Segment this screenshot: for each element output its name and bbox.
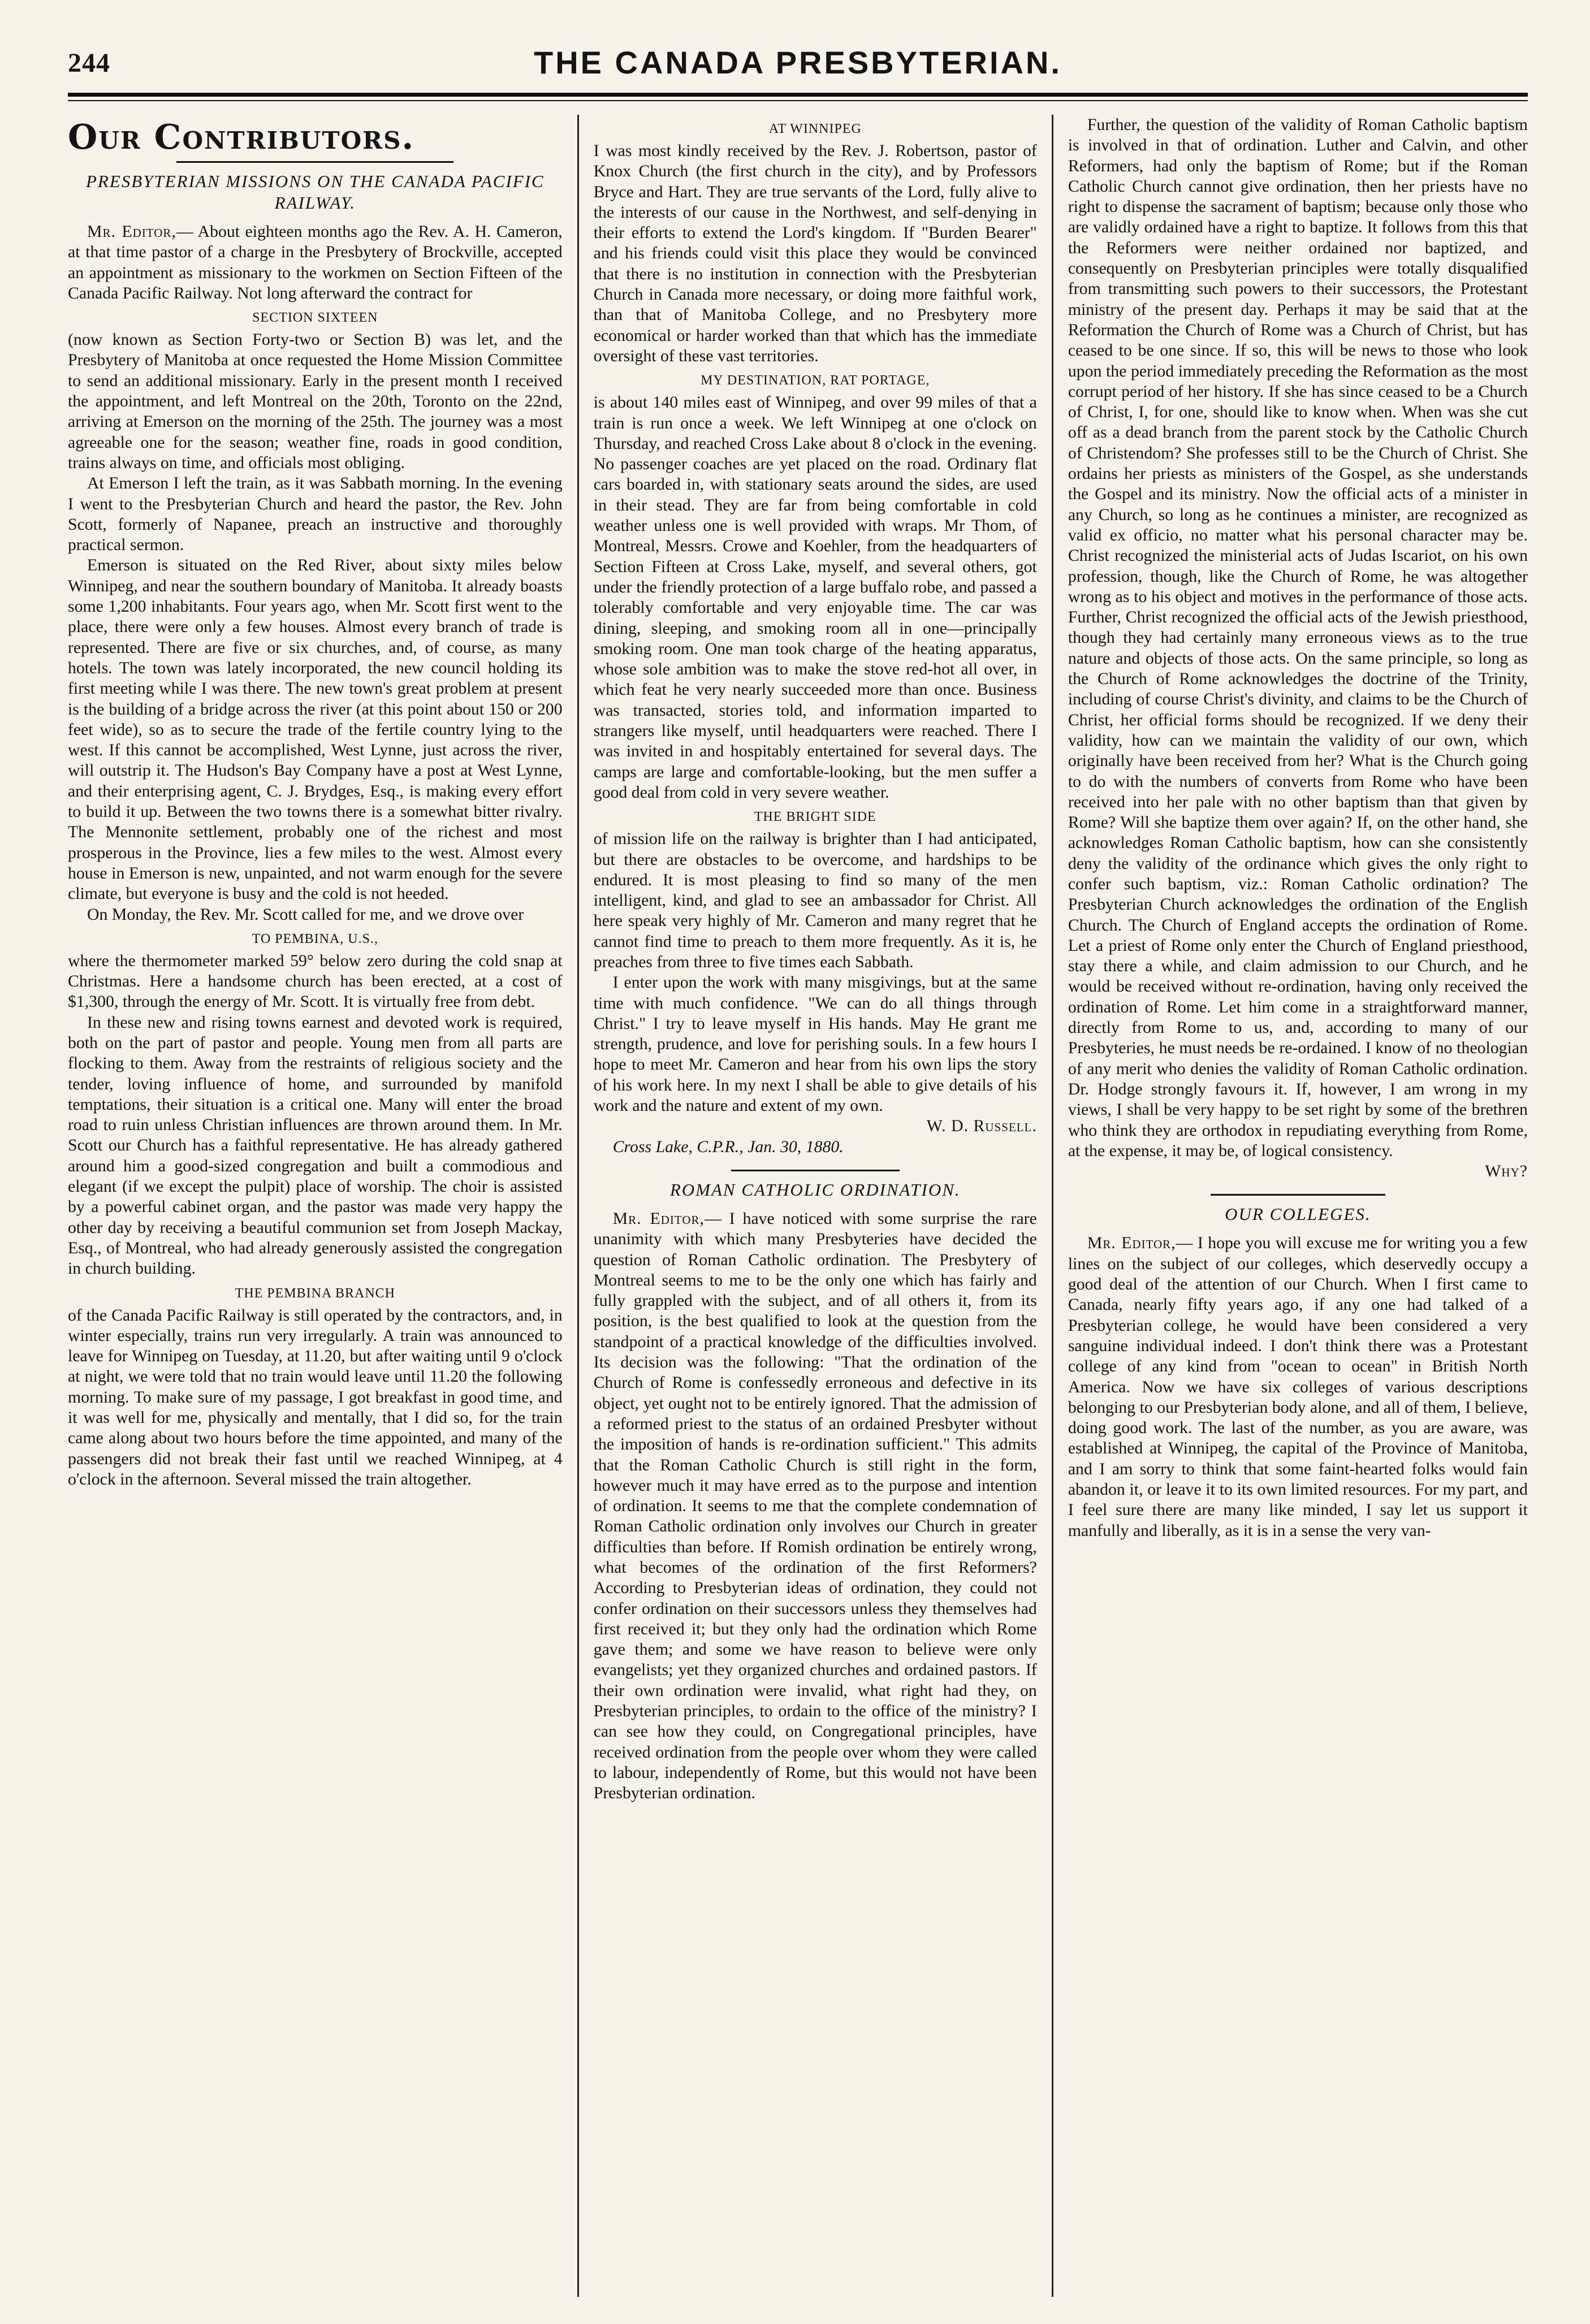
ordination-paragraph-1 [594, 1209, 1037, 1804]
missions-salutation: Mr. Editor, [87, 222, 176, 241]
colleges-paragraph-1 [1068, 1233, 1528, 1540]
missions-paragraph-6: where the thermometer marked 59° below zero during the cold snap at Christmas. Here a handsome church has been erected, at a cost of $1,300, through the energy of Mr. Scott. It is virtually free from debt. [68, 951, 563, 1011]
subhead-my-destination: MY DESTINATION, RAT PORTAGE, [701, 373, 930, 388]
subhead-at-winnipeg: AT WINNIPEG [768, 122, 862, 136]
missions-paragraph-9: I was most kindly received by the Rev. J. Robertson, pastor of Knox Church (the first church in the city), and by Professors Bryce and Hart. They are true servants of the Lord, fully alive to the interests of our cause in the Northwest, and self-denying in their efforts to extend the Lord's kingdom. If "Burden Bearer" and his friends could visit this place they would be convinced that there is no institution in connection with the Presbyterian Church in Canada more necessary, or doing more faithful work, than that of Manitoba College, and no Presbytery more economical or harder worked than that which has the immediate oversight of these vast territories. [593, 141, 1037, 365]
subhead-pembina-branch: THE PEMBINA BRANCH [235, 1286, 396, 1301]
colleges-salutation: Mr. Editor, [1087, 1234, 1176, 1253]
ordination-signature-line [1068, 1161, 1528, 1182]
colleges-paragraph-1-text: — I hope you will excuse me for writing you a few lines on the subject of our colleges, which deservedly occupy a good deal of the attention of our Church. When I first came to Canada, nearly fifty years ago, if any one had talked of a Presbyterian college, he would have been considered a very sanguine individual indeed. I don't think there was a Protestant college of any kind from "ocean to ocean" in British North America. Now we have six colleges of various descriptions belonging to our Presbyterian body alone, and all of them, I believe, doing good work. The last of the number, as you are aware, was established at Winnipeg, the capital of the Province of Manitoba, and I am sorry to think that some faint-hearted folks would fain abandon it, or leave it to its own limited resources. For my part, and I feel sure there are many like minded, I say let us support it manfully and liberally, as it is in a sense the very van- [1068, 1234, 1528, 1540]
missions-signature: W. D. Russell. [926, 1116, 1037, 1136]
page-number: 244 [68, 48, 110, 78]
section-banner: Our Contributors. [68, 118, 415, 157]
missions-paragraph-10: is about 140 miles east of Winnipeg, and over 99 miles of that a train is run once a week. We left Winnipeg at one o'clock on Thursday, and reached Cross Lake about 8 o'clock in the evening. No passenger coaches are yet placed on the road. Ordinary flat cars boarded in, with stationary seats around the sides, are used in their stead. They are far from being comfortable in cold weather unless one is well provided with wraps. Mr Thom, of Montreal, Messrs. Crowe and Koehler, from the headquarters of Section Fifteen at Cross Lake, myself, and several others, got under the friendly protection of a large buffalo robe, and passed a tolerably comfortable and very enjoyable time. The car was dining, sleeping, and smoking room all in one—principally smoking room. One man took charge of the heating apparatus, whose sole ambition was to make the stove red-hot all over, in which feat he very nearly succeeded more than once. Business was transacted, stories told, and information imparted to strangers like myself, until headquarters were reached. There I was invited in and hospitably entertained for several days. The camps are large and comfortable-looking, but the men suffer a good deal from cold in very severe weather. [593, 393, 1037, 802]
column-3 [1053, 115, 1528, 2297]
missions-paragraph-7: In these new and rising towns earnest and devoted work is required, both on the part of pastor and people. Young men from all parts are flocking to them. Away from the restraints of religious society and the tender, loving influence of home, and surrounded by manifold temptations, their situation is a critical one. Many will enter the broad road to ruin unless Christian influences are thrown around them. In Mr. Scott our Church has a faithful representative. He has already gathered around him a good-sized congregation and built a commodious and elegant (if we except the pulpit) place of worship. The choir is assisted by a powerful cabinet organ, and the pastor was made very happy the other day by receiving a beautiful communion set from Joseph Mackay, Esq., of Montreal, who had already generously assisted the congregation in church building. [68, 1012, 563, 1278]
masthead [68, 44, 1528, 87]
subhead-to-pembina: TO PEMBINA, U.S., [252, 931, 378, 946]
missions-paragraph-12: I enter upon the work with many misgivings, but at the same time with much confidence. "We can do all things through Christ." I try to leave myself in His hands. May He grant me strength, prudence, and love for perishing souls. In a few hours I hope to meet Mr. Cameron and hear from his own lips the story of his work here. In my next I shall be able to give details of his work and the nature and extent of my own. [593, 973, 1037, 1115]
missions-paragraph-2: (now known as Section Forty-two or Section B) was let, and the Presbytery of Manitoba at once requested the Home Mission Committee to send an additional missionary. Early in the present month I received the appointment, and left Montreal on the 20th, Toronto on the 22nd, arriving at Emerson on the morning of the 25th. The journey was a most agreeable one for the season; weather fine, roads in good condition, trains always on time, and officials most obliging. [68, 330, 563, 472]
subhead-bright-side: THE BRIGHT SIDE [754, 810, 876, 825]
subhead-section-sixteen: SECTION SIXTEEN [252, 310, 378, 326]
colleges-rule [1211, 1194, 1385, 1196]
columns [68, 115, 1528, 2297]
masthead-rule-thick [68, 93, 1528, 97]
column-2 [579, 115, 1053, 2297]
ordination-salutation: Mr. Editor, [612, 1209, 705, 1228]
ordination-rule [731, 1170, 900, 1171]
missions-paragraph-5: On Monday, the Rev. Mr. Scott called for me, and we drove over [87, 905, 524, 924]
column-1 [68, 115, 579, 2297]
colleges-article-title: OUR COLLEGES. [1225, 1204, 1371, 1224]
missions-paragraph-1 [68, 222, 563, 304]
missions-paragraph-4: Emerson is situated on the Red River, about sixty miles below Winnipeg, and near the southern boundary of Manitoba. It already boasts some 1,200 inhabitants. Four years ago, when Mr. Scott first went to the place, there were only a few houses. Almost every branch of trade is represented. There are five or six churches, and, of course, as many hotels. The town was lately incorporated, the new council holding its first meeting while I was there. The new town's great problem at present is the building of a bridge across the river (at this point about 150 or 200 feet wide), so as to secure the trade of the fertile country lying to the west. If this cannot be accomplished, West Lynne, just across the river, will outstrip it. The Hudson's Bay Company have a post at West Lynne, and their enterprising agent, C. J. Brydges, Esq., is making every effort to build it up. Between the two towns there is a somewhat bitter rivalry. The Mennonite settlement, probably one of the richest and most prosperous in the Province, lies a few miles to the west. Almost every house in Emerson is new, unpainted, and not warm enough for the severe climate, but everyone is busy and the cold is not heeded. [68, 556, 563, 903]
ordination-article-title: ROMAN CATHOLIC ORDINATION. [669, 1179, 961, 1200]
masthead-rule-thin [68, 100, 1528, 101]
missions-signature-line [594, 1116, 1037, 1136]
missions-dateline: Cross Lake, C.P.R., Jan. 30, 1880. [612, 1137, 844, 1156]
missions-article-title: PRESBYTERIAN MISSIONS ON THE CANADA PACIFIC RAILWAY. [85, 171, 545, 213]
newspaper-title: THE CANADA PRESBYTERIAN. [534, 45, 1062, 80]
ordination-signature: Why? [1485, 1162, 1528, 1181]
missions-paragraph-8: of the Canada Pacific Railway is still operated by the contractors, and, in winter especially, trains run very irregularly. A train was announced to leave for Winnipeg on Tuesday, at 11.20, but after waiting until 9 o'clock at night, we were told that no train would leave until 11.20 the following morning. To make sure of my passage, I got breakfast in good time, and it was well for me, physically and mentally, that I did so, for the train came along about two hours before the time appointed, and many of the passengers did not break their fast until we reached Winnipeg, at 4 o'clock in the afternoon. Several missed the train altogether. [68, 1305, 563, 1488]
ordination-paragraph-2: Further, the question of the validity of Roman Catholic baptism is involved in that of ordination. Luther and Calvin, and other Reformers, had only the baptism of Rome; but if the Roman Catholic Church cannot give ordination, then her priests have no right to dispense the sacrament of baptism; because only those who are validly ordained have a right to baptize. It follows from this that the Reformers were neither ordained nor baptized, and consequently on Presbyterian principles were totally disqualified from transmitting such powers to their successors, the Protestant ministry of the present day. Perhaps it may be said that at the Reformation the Church of Rome was a Church of Christ, but has ceased to be one since. If so, this will be news to those who look upon the period immediately preceding the Reformation as the most corrupt period of her history. If she has since ceased to be a Church of Christ, I, for one, should like to know when. When was she cut off as a dead branch from the parent stock by the Catholic Church of Christendom? She professes still to be the Church of Christ. She ordains her priests as ministers of the Gospel, as she understands the Gospel and its ministry. Now the official acts of a minister in any Church, so long as he continues a minister, are recognized as valid ex officio, no matter what his personal character may be. Christ recognized the ministerial acts of Judas Iscariot, on his own profession, though, like the Church of Rome, he was altogether wrong as to his object and motives in the performance of those acts. Further, Christ recognized the official acts of the Jewish priesthood, though they had certainly many erroneous views as to the true nature and objects of those acts. On the same principle, so long as the Church of Rome acknowledges the doctrine of the Trinity, including of course Christ's divinity, and claims to be the Church of Christ, her official forms should be recognized. If we deny their validity, how can we maintain the validity of our own, which originally have been received from her? What is the Church going to do with the numbers of converts from Rome who have been received into her pale with no other baptism than that given by Rome? Will she baptize them over again? If, on the other hand, she acknowledges Roman Catholic baptism, how can she consistently deny the validity of the ordinance which gives the only right to confer such baptism, viz.: Roman Catholic ordination? The Presbyterian Church acknowledges the ordination of the English Church. The Church of England accepts the ordination of Rome. Let a priest of Rome only enter the Church of England priesthood, stay there a while, and claim admission to our Church, and he would be received without re-ordination, having only received the ordination of Rome. Let him come in a straightforward manner, directly from Rome to us, and, according to many of our Presbyteries, he must needs be re-ordained. I know of no theologian of any merit who denies the validity of Roman Catholic ordination. Dr. Hodge strongly favours it. If, however, I am wrong in my views, I shall be very happy to be set right by some of the brethren who think they are orthodox in repudiating everything from Rome, at the expense, it may be, of logical consistency. [1068, 115, 1528, 1160]
ordination-paragraph-1-text: — I have noticed with some surprise the rare unanimity with which many Presbyteries have decided the question of Roman Catholic ordination. The Presbytery of Montreal seems to me to be the only one which has fairly and fully grappled with the subject, and of all others it, from its position, is the best qualified to look at the question from the standpoint of a practical knowledge of the difficulties involved. Its decision was the following: "That the ordination of the Church of Rome is confessedly erroneous and defective in its object, yet ought not to be entirely ignored. That the admission of a reformed priest to the status of an ordained Presbyter without the imposition of hands is re-ordination sufficient." This admits that the Roman Catholic Church is still right in the form, however much it may have erred as to the purpose and intention of ordination. It seems to me that the complete condemnation of Roman Catholic ordination only involves our Church in greater difficulties than before. If Romish ordination be entirely wrong, what becomes of the ordination of the first Reformers? According to Presbyterian ideas of ordination, they could not confer ordination on their successors unless they themselves had first received it; but they only had the ordination which Rome gave them; and some we have reason to believe were only evangelists; yet they organized churches and ordained pastors. If their own ordination were invalid, what right had they, on Presbyterian principles, to ordain to the office of the ministry? I can see how they could, on Congregational principles, have received ordination from the people over whom they were called to labour, independently of Rome, but this would not have been Presbyterian ordination. [593, 1209, 1037, 1803]
missions-paragraph-1-text: — About eighteen months ago the Rev. A. H. Cameron, at that time pastor of a charge in the Presbytery of Brockville, accepted an appointment as missionary to the workmen on Section Fifteen of the Canada Pacific Railway. Not long afterward the contract for [68, 222, 563, 302]
banner-rule [176, 161, 453, 163]
missions-paragraph-11: of mission life on the railway is brighter than I had anticipated, but there are obstacles to be overcome, and hardships to be endured. It is most pleasing to find so many of the men intelligent, kind, and glad to see an ambassador for Christ. All here speak very highly of Mr. Cameron and many regret that he cannot find time to preach to them more frequently. As it is, he preaches from three to five times each Sabbath. [593, 829, 1037, 971]
missions-paragraph-3: At Emerson I left the train, as it was Sabbath morning. In the evening I went to the Presbyterian Church and heard the pastor, the Rev. John Scott, formerly of Napanee, preach an instructive and thoroughly practical sermon. [68, 474, 563, 555]
